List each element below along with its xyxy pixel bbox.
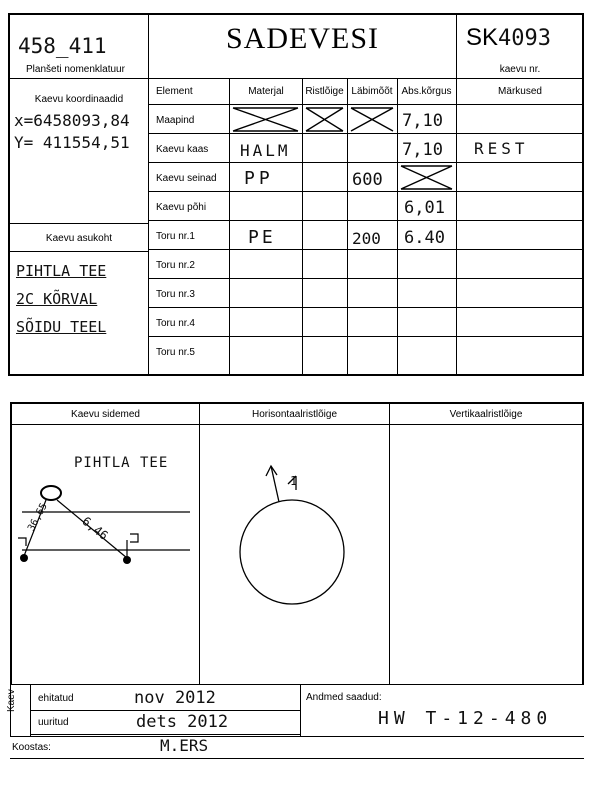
header-labimoot: Läbimõõt (351, 86, 393, 97)
coordinate-x: x=6458093,84 (14, 111, 130, 130)
coordinates-label: Kaevu koordinaadid (34, 94, 124, 105)
cell-value: REST (474, 139, 529, 158)
header-element: Element (156, 86, 193, 97)
andmed-value: HW T-12-480 (378, 708, 553, 729)
ehitatud-value: nov 2012 (134, 688, 216, 708)
uuritud-label: uuritud (38, 717, 69, 728)
location-label: Kaevu asukoht (45, 233, 113, 244)
table-row: Toru nr.3 (156, 289, 195, 300)
table-row: Kaevu põhi (156, 202, 207, 213)
andmed-label: Andmed saadud: (306, 692, 382, 703)
location-line-1: PIHTLA TEE (16, 262, 107, 280)
table-row: Toru nr.4 (156, 318, 195, 329)
uuritud-value: dets 2012 (136, 712, 229, 732)
distance-left: 36,65 (26, 501, 50, 534)
nomenclature-value: 458_411 (18, 34, 107, 58)
table-row: Toru nr.5 (156, 347, 195, 358)
header-abs-korgus: Abs.kõrgus (401, 86, 452, 97)
cell-value: 200 (352, 229, 381, 248)
cell-value: 6.40 (404, 228, 445, 248)
sidemed-label: Kaevu sidemed (71, 409, 140, 420)
page-title: SADEVESI (225, 22, 379, 55)
koostas-value: M.ERS (160, 736, 209, 755)
cell-value: PE (248, 227, 276, 248)
horizontal-label: Horisontaalristlõige (251, 409, 338, 420)
vertical-label: Vertikaalristlõige (449, 409, 523, 420)
cell-value: 7,10 (402, 111, 443, 131)
koostas-label: Koostas: (12, 742, 51, 753)
arrow-label: 1 (290, 474, 298, 488)
street-name: PIHTLA TEE (74, 455, 169, 471)
coordinate-y: Y= 411554,51 (14, 133, 130, 152)
kaev-label: Kaev (6, 689, 17, 712)
location-line-3: SÕIDU TEEL (16, 318, 107, 336)
cell-value: PP (244, 168, 274, 189)
well-label: kaevu nr. (499, 64, 541, 75)
distance-right: 6,46 (79, 514, 111, 543)
table-row: Kaevu seinad (156, 173, 217, 184)
cell-value: HALM (240, 141, 291, 160)
header-materjal: Materjal (248, 86, 284, 97)
header-markused: Märkused (498, 86, 542, 97)
table-row: Toru nr.2 (156, 260, 195, 271)
table-row: Maapind (156, 115, 195, 126)
ehitatud-label: ehitatud (38, 693, 74, 704)
cell-value: 600 (352, 170, 383, 190)
horizontal-section-sketch (200, 426, 388, 682)
well-prefix: SK (466, 24, 499, 51)
table-row: Kaevu kaas (156, 144, 209, 155)
location-line-2: 2C KÕRVAL (16, 290, 98, 308)
well-number-value: 4093 (498, 26, 551, 51)
cell-value: 7,10 (402, 140, 443, 160)
cell-value: 6,01 (404, 198, 445, 218)
nomenclature-label: Planšeti nomenklatuur (26, 64, 125, 75)
header-ristloige: Ristlõige (305, 86, 344, 97)
table-row: Toru nr.1 (156, 231, 195, 242)
